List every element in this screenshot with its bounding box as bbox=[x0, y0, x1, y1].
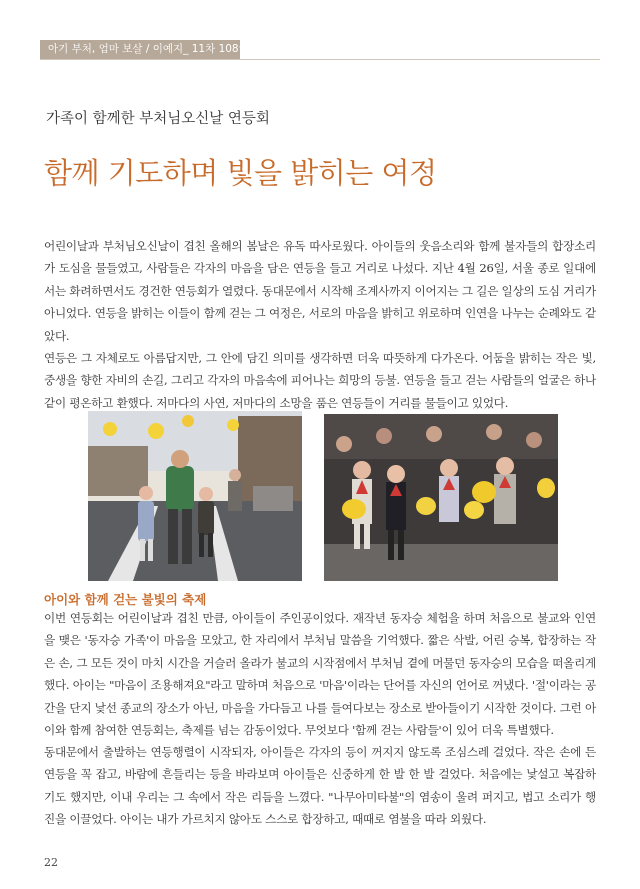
section-heading: 아이와 함께 걷는 불빛의 축제 bbox=[44, 592, 207, 607]
children-lantern-parade-photo bbox=[324, 414, 558, 581]
article-title: 함께 기도하며 빛을 밝히는 여정 bbox=[44, 156, 437, 190]
intro-paragraph-2: 연등은 그 자체로도 아름답지만, 그 안에 담긴 의미를 생각하면 더욱 따뜻하게 다가온다. 어둠을 밝히는 작은 빛, 중생을 향한 자비의 손길, 그리고 각자의 마음속에 피어나는 희망의 등불. 연등을 들고 걷는 사람들의 얼굴은 하나같이 평온하고 환했다. 저마다의 사연, 저마다의 소망을 품은 연등들이 거리를 물들이고 있었다. bbox=[44, 351, 596, 410]
header-divider bbox=[40, 59, 600, 60]
intro-paragraph-1: 어린이날과 부처님오신날이 겹친 올해의 봄날은 유독 따사로웠다. 아이들의 웃음소리와 함께 불자들의 합장소리가 도심을 물들였고, 사람들은 각자의 마음을 담은 연등을 들고 거리로 나섰다. 지난 4월 26일, 서울 종로 일대에서는 화려하면서도 경건한 연등회가 열렸다. 동대문에서 시작해 조계사까지 이어지는 그 길은 일상의 도심 거리가 아니었다. 연등을 밝히는 이들이 함께 걷는 그 여정은, 서로의 마음을 밝히고 위로하며 인연을 나누는 순례와도 같았다. bbox=[44, 239, 596, 343]
page-number: 22 bbox=[44, 856, 58, 869]
family-walking-photo bbox=[88, 411, 302, 581]
section-paragraph-2: 동대문에서 출발하는 연등행렬이 시작되자, 아이들은 각자의 등이 꺼지지 않도록 조심스레 걸었다. 작은 손에 든 연등을 꼭 잡고, 바람에 흔들리는 등을 바라보며 아이들은 신중하게 한 발 한 발 걸었다. 처음에는 낯설고 복잡하기도 했지만, 이내 우리는 그 속에서 작은 리듬을 느꼈다. "나무아미타불"의 염송이 울려 퍼지고, 법고 소리가 행진을 이끌었다. 아이는 내가 가르치지 않아도 스스로 합장하고, 때때로 염불을 따라 외웠다. bbox=[44, 745, 596, 827]
section-paragraph-1: 이번 연등회는 어린이날과 겹친 만큼, 아이들이 주인공이었다. 재작년 동자승 체험을 하며 처음으로 불교와 인연을 맺은 '동자승 가족'이 마음을 모았고, 한 자리에서 부처님 말씀을 기억했다. 짧은 삭발, 어린 승복, 합장하는 작은 손, 그 모든 것이 마치 시간을 거슬러 올라가 불교의 시작점에서 부처님 곁에 머물던 동자승의 모습을 떠올리게 했다. 아이는 "마음이 조용해져요"라고 말하며 처음으로 '마음'이라는 단어를 자신의 언어로 꺼냈다. '절'이라는 공간을 단지 낯선 종교의 장소가 아닌, 마음을 가다듬고 나를 들여다보는 장소로 받아들이기 시작한 것이다. 그런 아이와 함께 참여한 연등회는, 축제를 넘는 감동이었다. 무엇보다 '함께 걷는 사람들'이 있어 더욱 특별했다. bbox=[44, 611, 596, 738]
section-label: 아기 부처, 엄마 보살 / 이예지_ 11차 108인 bbox=[48, 43, 249, 55]
article-subtitle: 가족이 함께한 부처님오신날 연등회 bbox=[46, 111, 270, 127]
